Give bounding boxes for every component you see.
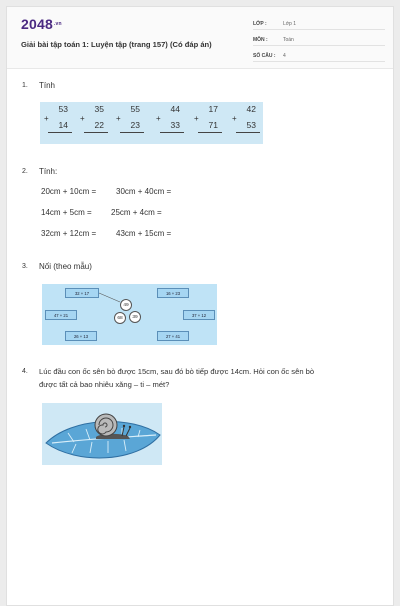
page-title: Giải bài tập toán 1: Luyện tập (trang 157) (Có đáp án) (21, 40, 212, 49)
meta-grade-value: Lớp 1 (283, 21, 297, 27)
addition-1 (44, 102, 72, 142)
addend-bottom: 53 (246, 120, 256, 130)
q3-matching-panel (42, 284, 217, 345)
addend-top: 42 (246, 104, 256, 114)
calc-1b: 30cm + 40cm = (116, 187, 172, 196)
calc-1a: 20cm + 10cm = (41, 187, 97, 196)
meta-subject (253, 33, 385, 46)
q1-number: 1. (22, 82, 28, 89)
site-logo[interactable] (21, 16, 62, 32)
result-line (120, 132, 144, 133)
meta-grade (253, 17, 385, 30)
worksheet-header (7, 7, 393, 69)
addend-top: 35 (94, 104, 104, 114)
addend-top: 55 (130, 104, 140, 114)
addition-2 (80, 102, 108, 142)
addition-5 (194, 102, 222, 142)
addend-bottom: 33 (170, 120, 180, 130)
q2-text: Tính: (39, 167, 58, 176)
q4-number: 4. (22, 368, 28, 375)
q3-text: Nối (theo mẫu) (39, 262, 92, 271)
calc-3a: 32cm + 12cm = (41, 229, 97, 238)
meta-subject-value: Toán (283, 37, 294, 43)
expression-tag[interactable]: 26 + 13 (65, 331, 97, 341)
expression-tag[interactable]: 16 + 23 (157, 288, 189, 298)
result-line (48, 132, 72, 133)
meta-count-value: 4 (283, 53, 286, 59)
addend-bottom: 14 (58, 120, 68, 130)
plus-sign: + (44, 114, 49, 123)
addition-3 (116, 102, 144, 142)
calc-2b: 25cm + 4cm = (111, 208, 162, 217)
addition-6 (232, 102, 260, 142)
addend-bottom: 22 (94, 120, 104, 130)
meta-grade-label: LỚP : (253, 21, 267, 27)
plus-sign: + (116, 114, 121, 123)
addend-top: 44 (170, 104, 180, 114)
answer-circle[interactable]: 49 (120, 299, 132, 311)
addition-4 (156, 102, 184, 142)
meta-count-label: SỐ CÂU : (253, 53, 276, 59)
logo-suffix: .vn (53, 21, 62, 27)
q1-addition-panel (40, 102, 263, 144)
plus-sign: + (156, 114, 161, 123)
answer-circle[interactable]: 68 (114, 312, 126, 324)
snail-on-leaf-icon (42, 403, 162, 465)
result-line (198, 132, 222, 133)
result-line (160, 132, 184, 133)
meta-question-count (253, 49, 385, 62)
plus-sign: + (194, 114, 199, 123)
addend-bottom: 71 (208, 120, 218, 130)
addend-bottom: 23 (130, 120, 140, 130)
addend-top: 53 (58, 104, 68, 114)
q4-text-line1: Lúc đầu con ốc sên bò được 15cm, sau đó bò tiếp được 14cm. Hỏi con ốc sên bò (39, 367, 315, 376)
q2-number: 2. (22, 168, 28, 175)
addend-top: 17 (208, 104, 218, 114)
expression-tag[interactable]: 32 + 17 (65, 288, 99, 298)
result-line (84, 132, 108, 133)
snail-illustration (42, 403, 162, 465)
expression-tag[interactable]: 27 + 41 (157, 331, 189, 341)
answer-circle[interactable]: 39 (129, 311, 141, 323)
logo-text: 2048 (21, 16, 53, 32)
q1-text: Tính (39, 81, 56, 90)
plus-sign: + (232, 114, 237, 123)
q3-number: 3. (22, 263, 28, 270)
expression-tag[interactable]: 37 + 12 (183, 310, 215, 320)
plus-sign: + (80, 114, 85, 123)
calc-3b: 43cm + 15cm = (116, 229, 172, 238)
result-line (236, 132, 260, 133)
meta-subject-label: MÔN : (253, 37, 268, 43)
calc-2a: 14cm + 5cm = (41, 208, 92, 217)
expression-tag[interactable]: 47 + 21 (45, 310, 77, 320)
q4-text-line2: được tất cả bao nhiêu xăng – ti – mét? (39, 380, 170, 389)
